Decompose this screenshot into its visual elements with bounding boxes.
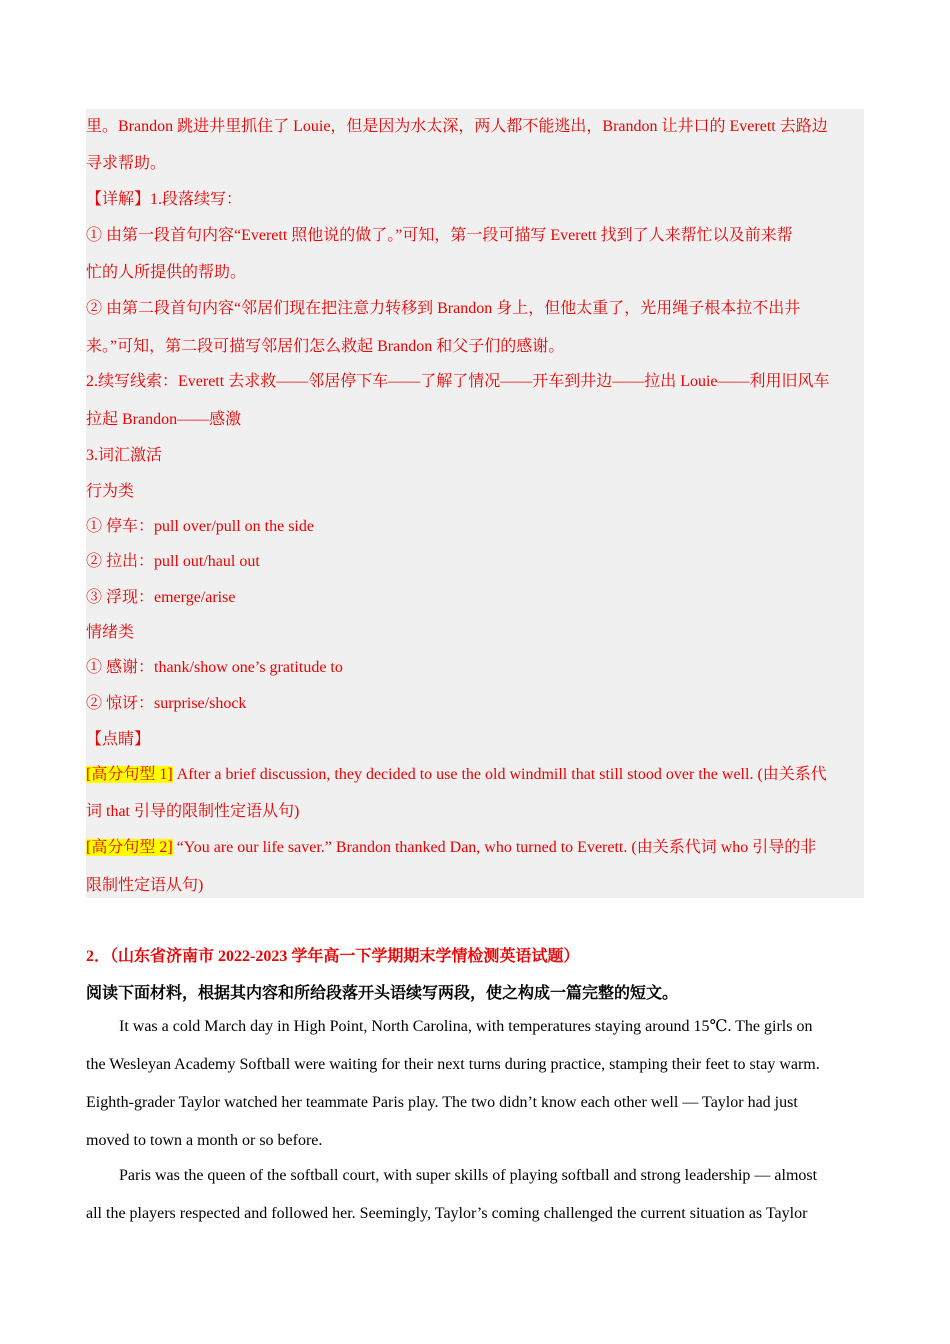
answer-line: 3.词汇激活: [86, 447, 163, 464]
answer-line: ① 感谢：thank/show one’s gratitude to: [86, 659, 343, 676]
answer-line: ② 惊讶：surprise/shock: [86, 695, 247, 712]
answer-line: 词 that 引导的限制性定语从句): [86, 803, 300, 820]
sentence-tag-1: [高分句型 1]: [86, 766, 173, 783]
answer-line: ① 停车：pull over/pull on the side: [86, 518, 314, 535]
sentence-tag-2: [高分句型 2]: [86, 839, 173, 856]
sentence-text-1: After a brief discussion, they decided to use the old windmill that still stood over the well. (由关系代: [172, 766, 827, 783]
answer-line: 【详解】1.段落续写：: [86, 191, 243, 208]
answer-line: 2.续写线索：Everett 去求救——邻居停下车——了解了情况——开车到井边——拉出 Louie——利用旧风车: [86, 373, 830, 390]
passage-line: all the players respected and followed her. Seemingly, Taylor’s coming challenged the current situation as Taylor: [86, 1205, 808, 1222]
answer-line: 寻求帮助。: [86, 155, 167, 172]
answer-line: ② 拉出：pull out/haul out: [86, 553, 260, 570]
answer-line: 【点睛】: [86, 731, 151, 748]
passage-line: moved to town a month or so before.: [86, 1132, 323, 1149]
answer-line: 来。”可知，第二段可描写邻居们怎么救起 Brandon 和父子们的感谢。: [86, 338, 565, 355]
answer-line: 里。Brandon 跳进井里抓住了 Louie，但是因为水太深，两人都不能逃出，Brandon 让井口的 Everett 去路边: [86, 118, 828, 135]
question-heading: 2．（山东省济南市 2022-2023 学年高一下学期期末学情检测英语试题）: [86, 948, 580, 965]
passage-line: It was a cold March day in High Point, North Carolina, with temperatures staying around 15℃. The girls on: [119, 1018, 813, 1035]
passage-line: Paris was the queen of the softball court, with super skills of playing softball and strong leadership — almost: [119, 1167, 818, 1184]
answer-line: ③ 浮现：emerge/arise: [86, 589, 236, 606]
answer-line: 限制性定语从句): [86, 877, 204, 894]
answer-line: 忙的人所提供的帮助。: [86, 264, 247, 281]
answer-line: 拉起 Brandon——感激: [86, 411, 242, 428]
answer-line: ② 由第二段首句内容“邻居们现在把注意力转移到 Brandon 身上，但他太重了，光用绳子根本拉不出井: [86, 300, 801, 317]
high-score-sentence-2: [86, 837, 866, 859]
passage-line: the Wesleyan Academy Softball were waiting for their next turns during practice, stamping their feet to stay warm.: [86, 1056, 820, 1073]
high-score-sentence-1: [86, 764, 866, 786]
passage-line: Eighth-grader Taylor watched her teammate Paris play. The two didn’t know each other well — Taylor had just: [86, 1094, 798, 1111]
answer-line: 行为类: [86, 483, 135, 500]
answer-line: 情绪类: [86, 624, 135, 641]
sentence-text-2: “You are our life saver.” Brandon thanked Dan, who turned to Everett. (由关系代词 who 引导的非: [172, 839, 817, 856]
answer-line: ① 由第一段首句内容“Everett 照他说的做了。”可知，第一段可描写 Everett 找到了人来帮忙以及前来帮: [86, 227, 793, 244]
question-instruction: 阅读下面材料，根据其内容和所给段落开头语续写两段，使之构成一篇完整的短文。: [86, 985, 679, 1002]
